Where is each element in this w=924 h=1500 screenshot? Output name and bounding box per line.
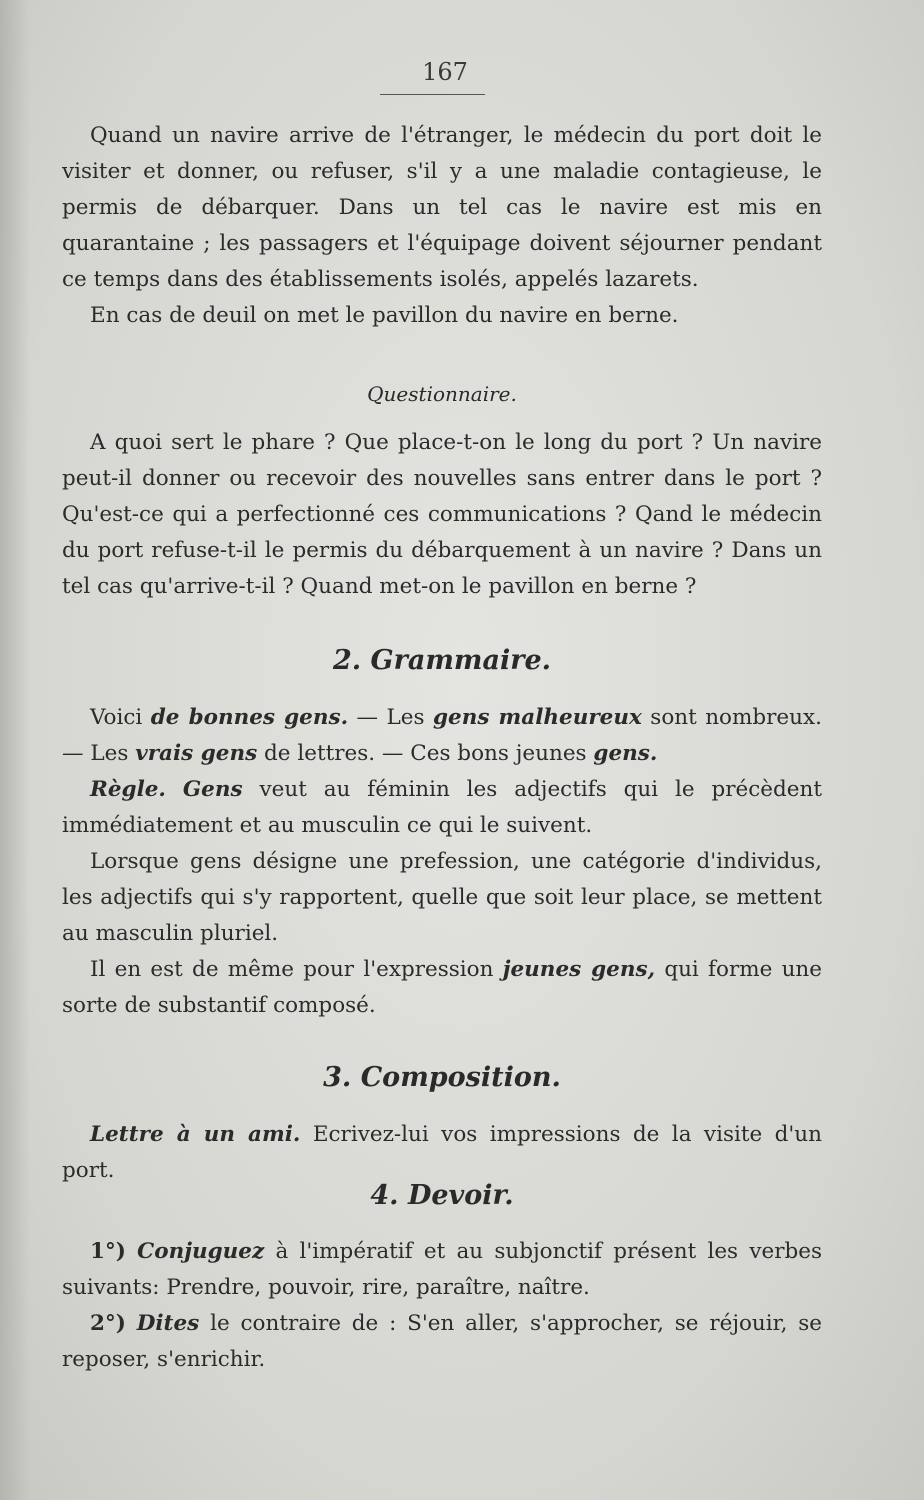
grammaire-examples [62, 700, 822, 772]
example-mid-2: de lettres. — Ces bons jeunes [264, 741, 587, 766]
example-bonnes-gens: de bonnes gens. [150, 705, 349, 730]
composition-section [62, 1117, 822, 1189]
example-dash-1: — Les [356, 705, 425, 730]
devoir-item-2-verb: Dites [136, 1311, 200, 1336]
composition-paragraph [62, 1117, 822, 1189]
devoir-item-1 [62, 1234, 822, 1306]
grammaire-title: 2. Grammaire. [332, 645, 552, 676]
devoir-item-2 [62, 1306, 822, 1378]
intro-paragraph-1: Quand un navire arrive de l'étranger, le médecin du port doit le visiter et donner, ou refuser, s'il y a une maladie contagieuse, le permis de débarquer. Dans un tel cas le navire est mis en quarantaine ; les passagers et l'équipage doivent séjourner pendant ce temps dans des établissements isolés, appelés lazarets. [62, 123, 822, 292]
il-en-est-end: qui forme une sorte de substantif composé. [62, 957, 822, 1018]
composition-label: Lettre à un ami. [90, 1122, 301, 1147]
devoir-item-1-verb: Conjuguez [137, 1239, 265, 1264]
regle-text: veut au féminin les adjectifs qui le précèdent immédiatement et au musculin ce qui le suivent. [62, 777, 822, 838]
example-mid-1: sont nombreux. — Les [62, 705, 822, 766]
devoir-title: 4. Devoir. [370, 1180, 514, 1211]
regle-word: Gens [182, 777, 243, 802]
devoir-item-1-text: à l'impératif et au subjonctif présent les verbes suivants: Prendre, pouvoir, rire, paraître, naître. [62, 1239, 823, 1300]
regle-paragraph [62, 772, 822, 844]
devoir-item-2-number: 2°) [90, 1311, 126, 1336]
example-vrais-gens: vrais gens [135, 741, 258, 766]
voici-word: Voici [90, 705, 143, 730]
intro-section [62, 118, 822, 334]
page-edge-shadow [0, 0, 30, 1500]
questionnaire-section [62, 425, 822, 605]
composition-text: Ecrivez-lui vos impressions de la visite d'un port. [62, 1122, 822, 1183]
il-en-est-paragraph [62, 952, 822, 1024]
devoir-item-2-text: le contraire de : S'en aller, s'approcher, se réjouir, se reposer, s'enrichir. [62, 1311, 822, 1372]
questionnaire-title: Questionnaire. [367, 382, 517, 406]
page-number-rule [380, 94, 485, 95]
questionnaire-text: A quoi sert le phare ? Que place-t-on le long du port ? Un navire peut-il donner ou recevoir des nouvelles sans entrer dans le port ? Qu'est-ce qui a perfectionné ces communications ? Qand le médecin du port refuse-t-il le permis du débarquement à un navire ? Dans un tel cas qu'arrive-t-il ? Quand met-on le pavillon en berne ? [62, 430, 822, 599]
page-number: 167 [422, 58, 468, 86]
devoir-item-1-number: 1°) [90, 1239, 126, 1264]
il-en-est-text: Il en est de même pour l'expression [90, 957, 494, 982]
intro-paragraph-2: En cas de deuil on met le pavillon du navire en berne. [90, 303, 679, 328]
example-gens-malheureux: gens malheureux [433, 705, 642, 730]
example-gens: gens. [593, 741, 658, 766]
grammaire-section [62, 700, 822, 1024]
lorsque-paragraph: Lorsque gens désigne une prefession, une catégorie d'individus, les adjectifs qui s'y rapportent, quelle que soit leur place, se mettent au masculin pluriel. [62, 849, 822, 946]
jeunes-gens-expression: jeunes gens, [502, 957, 656, 982]
devoir-section [62, 1234, 822, 1378]
composition-title: 3. Composition. [323, 1062, 561, 1093]
regle-label: Règle. [90, 777, 166, 802]
